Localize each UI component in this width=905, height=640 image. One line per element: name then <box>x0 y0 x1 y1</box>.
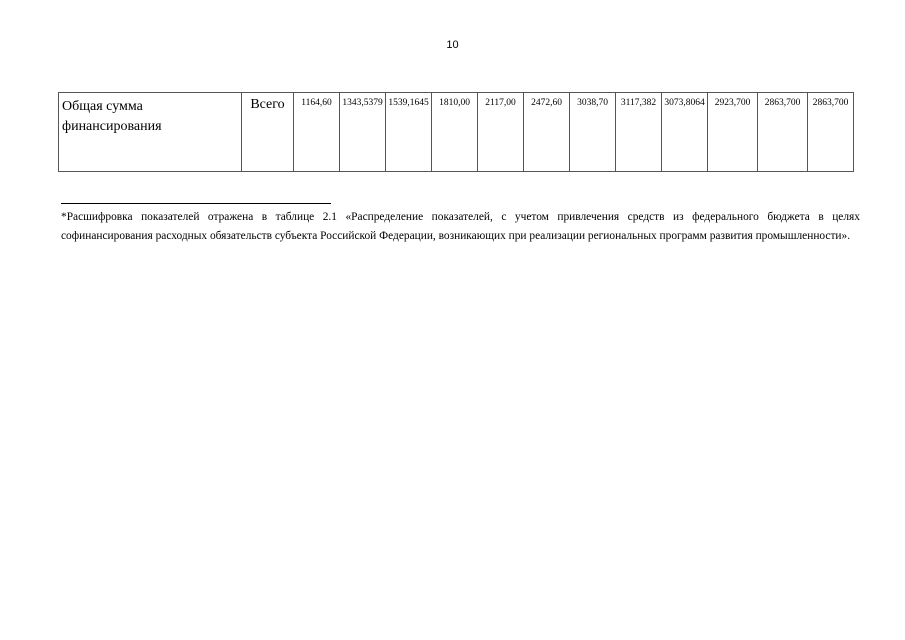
value-cell: 2472,60 <box>524 93 570 172</box>
value-cell: 2863,700 <box>758 93 808 172</box>
page-number: 10 <box>446 39 459 51</box>
financing-table <box>58 92 854 172</box>
value-cell: 2923,700 <box>708 93 758 172</box>
value-cell: 1810,00 <box>432 93 478 172</box>
value-cell: 2863,700 <box>808 93 854 172</box>
value-cell: 3038,70 <box>570 93 616 172</box>
value-cell: 1343,5379 <box>340 93 386 172</box>
value-cell: 3073,8064 <box>662 93 708 172</box>
value-cell: 1164,60 <box>294 93 340 172</box>
footnote-divider <box>61 203 331 204</box>
footnote-text: *Расшифровка показателей отражена в таблице 2.1 «Распределение показателей, с учетом привлечения средств из федерального бюджета в целях софинансирования расходных обязательств субъекта Российской Федерации, возникающих при реализации региональных программ развития промышленности». <box>61 211 860 242</box>
row-label: Общая сумма финансирования <box>59 93 242 172</box>
value-cell: 3117,382 <box>616 93 662 172</box>
value-cell: 2117,00 <box>478 93 524 172</box>
value-cell: 1539,1645 <box>386 93 432 172</box>
table-row <box>59 93 854 172</box>
total-label: Всего <box>242 93 294 172</box>
